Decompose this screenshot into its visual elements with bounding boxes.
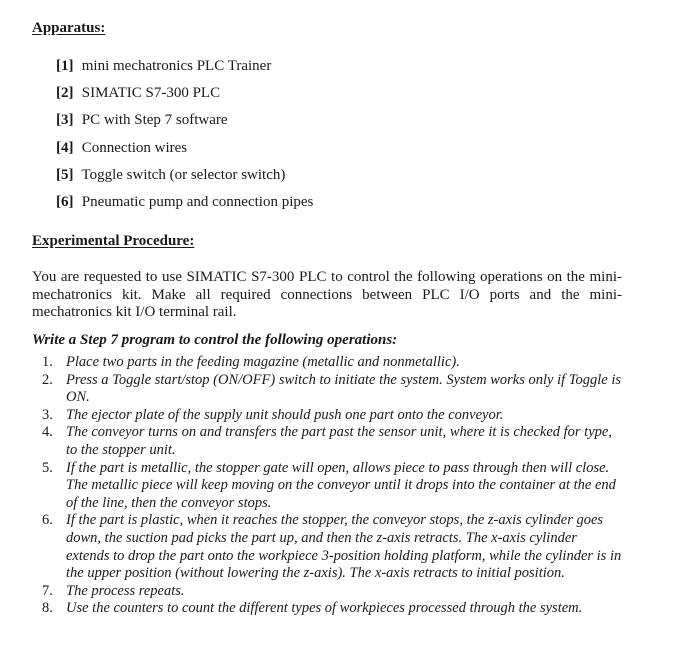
operation-step-text: Place two parts in the feeding magazine (metallic and nonmetallic).	[66, 354, 460, 370]
operation-step-text: Use the counters to count the different types of workpieces processed through the system.	[66, 600, 583, 617]
operation-step-text: The conveyor turns on and transfers the part past the sensor unit, where it is checked for type, to the stopper unit.	[66, 424, 612, 458]
operation-step	[32, 372, 622, 407]
apparatus-item-text: Toggle switch (or selector switch)	[81, 166, 286, 183]
operation-step	[32, 354, 622, 372]
apparatus-item-text: Connection wires	[81, 139, 188, 156]
operation-step-text: If the part is plastic, when it reaches the stopper, the conveyor stops, the z-axis cylinder goes down, the suction pad picks the part up, and then the z-axis retracts. The x-axis cylinder extends to drop the part onto the workpiece 3-position holding platform, while the cylinder is in the upper position (without lowering the z-axis). The x-axis retracts to initial position.	[66, 512, 622, 582]
apparatus-item-number: [1]	[56, 58, 74, 74]
apparatus-item-number: [5]	[56, 166, 74, 183]
apparatus-item	[56, 110, 313, 137]
operation-step	[32, 407, 622, 425]
procedure-instruction: Write a Step 7 program to control the following operations:	[32, 332, 398, 348]
operation-step-number: 1.	[42, 354, 53, 370]
apparatus-heading: Apparatus:	[32, 20, 106, 36]
apparatus-item	[56, 138, 313, 165]
apparatus-item-number: [3]	[56, 112, 74, 129]
apparatus-item-number: [2]	[56, 85, 74, 102]
operation-step-number: 4.	[42, 424, 53, 441]
apparatus-item-number: [6]	[56, 193, 74, 210]
apparatus-item-number: [4]	[56, 139, 74, 156]
operation-step	[32, 600, 622, 618]
operation-step-number: 5.	[42, 459, 53, 476]
procedure-intro: You are requested to use SIMATIC S7-300 PLC to control the following operations on the mini-mechatronics kit. Make all required connections between PLC I/O ports and the mini-mechatronics kit I/O terminal rail.	[32, 269, 622, 321]
operation-step	[32, 583, 622, 601]
apparatus-item-text: SIMATIC S7-300 PLC	[81, 85, 221, 102]
operation-step-number: 8.	[42, 600, 53, 617]
apparatus-item-text: Pneumatic pump and connection pipes	[81, 193, 314, 210]
operation-step-number: 6.	[42, 512, 53, 529]
operation-step-text: The process repeats.	[66, 582, 185, 599]
apparatus-item-text: PC with Step 7 software	[81, 112, 228, 129]
operation-step-text: If the part is metallic, the stopper gate will open, allows piece to pass through then will close. The metallic piece will keep moving on the conveyor until it drops into the container at the end of the line, then the conveyor stops.	[66, 459, 616, 511]
operation-step	[32, 424, 622, 459]
operation-step	[32, 460, 622, 513]
operation-step-text: The ejector plate of the supply unit should push one part onto the conveyor.	[66, 406, 504, 423]
apparatus-item	[56, 165, 313, 192]
operation-step-number: 7.	[42, 582, 53, 599]
operation-step-number: 2.	[42, 371, 53, 388]
operation-step	[32, 512, 622, 582]
apparatus-list	[56, 56, 313, 219]
apparatus-item	[56, 192, 313, 219]
procedure-heading: Experimental Procedure:	[32, 233, 195, 249]
apparatus-item	[56, 56, 313, 83]
operation-step-number: 3.	[42, 406, 53, 423]
apparatus-item	[56, 83, 313, 110]
operation-step-text: Press a Toggle start/stop (ON/OFF) switch to initiate the system. System works only if Toggle is ON.	[66, 371, 622, 406]
apparatus-item-text: mini mechatronics PLC Trainer	[81, 58, 272, 74]
operations-list	[32, 354, 622, 618]
